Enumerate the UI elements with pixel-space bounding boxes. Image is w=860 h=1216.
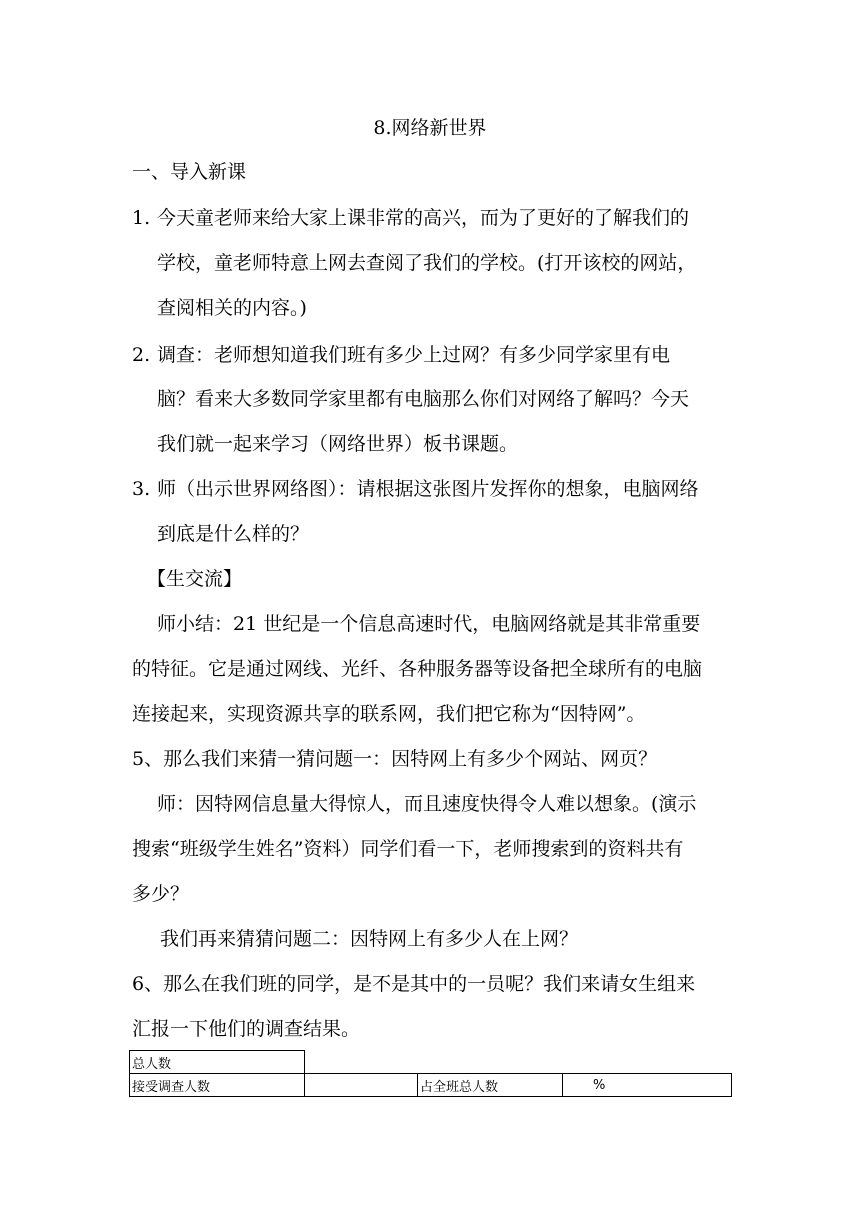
- paragraph-line: 多少？: [132, 883, 190, 905]
- paragraph-line: 汇报一下他们的调查结果。: [132, 1018, 361, 1040]
- paragraph-line: 连接起来，实现资源共享的联系网，我们把它称为“因特网”。: [132, 703, 646, 725]
- paragraph-line: 6、那么在我们班的同学，是不是其中的一员呢？我们来请女生组来: [132, 973, 696, 995]
- section-heading: 一、导入新课: [132, 161, 247, 183]
- paragraph-line: 师（出示世界网络图）：请根据这张图片发挥你的想象，电脑网络: [157, 478, 699, 500]
- paragraph-line: 脑？看来大多数同学家里都有电脑那么你们对网络了解吗？今天: [157, 388, 690, 410]
- document-title: 8.网络新世界: [373, 117, 487, 139]
- paragraph-line: 学校，童老师特意上网去查阅了我们的学校。(打开该校的网站，: [157, 252, 697, 274]
- table-cell-percent-value: %: [563, 1074, 732, 1097]
- item-number: 3.: [132, 478, 151, 500]
- table-cell-total-value: [305, 1051, 732, 1074]
- paragraph-line: 的特征。它是通过网线、光纤、各种服务器等设备把全球所有的电脑: [132, 658, 703, 680]
- paragraph-line: 调查：老师想知道我们班有多少上过网？有多少同学家里有电: [157, 344, 671, 366]
- paragraph-line: 师小结：21 世纪是一个信息高速时代，电脑网络就是其非常重要: [157, 613, 701, 635]
- item-number: 1.: [132, 207, 151, 229]
- table-cell-surveyed-value: [305, 1074, 418, 1097]
- table-cell-percent-label: 占全班总人数: [418, 1074, 563, 1097]
- question-two: 我们再来猜猜问题二：因特网上有多少人在上网？: [160, 928, 579, 950]
- paragraph-line: 查阅相关的内容。): [157, 297, 307, 319]
- table-row: [130, 1074, 732, 1097]
- paragraph-line: 今天童老师来给大家上课非常的高兴，而为了更好的了解我们的: [157, 207, 690, 229]
- paragraph-line: 师：因特网信息量大得惊人，而且速度快得令人难以想象。(演示: [157, 793, 697, 815]
- paragraph-line: 我们就一起来学习（网络世界）板书课题。: [157, 433, 519, 455]
- table-cell-surveyed-label: 接受调查人数: [130, 1074, 305, 1097]
- exchange-heading: 【生交流】: [147, 568, 243, 590]
- paragraph-line: 搜索“班级学生姓名”资料）同学们看一下，老师搜索到的资料共有: [132, 838, 684, 860]
- question-one: 5、那么我们来猜一猜问题一：因特网上有多少个网站、网页？: [132, 748, 658, 770]
- table-cell-total-label: 总人数: [130, 1051, 305, 1074]
- survey-table: [129, 1050, 732, 1097]
- item-number: 2.: [132, 344, 151, 366]
- paragraph-line: 到底是什么样的？: [157, 523, 310, 545]
- table-row: [130, 1051, 732, 1074]
